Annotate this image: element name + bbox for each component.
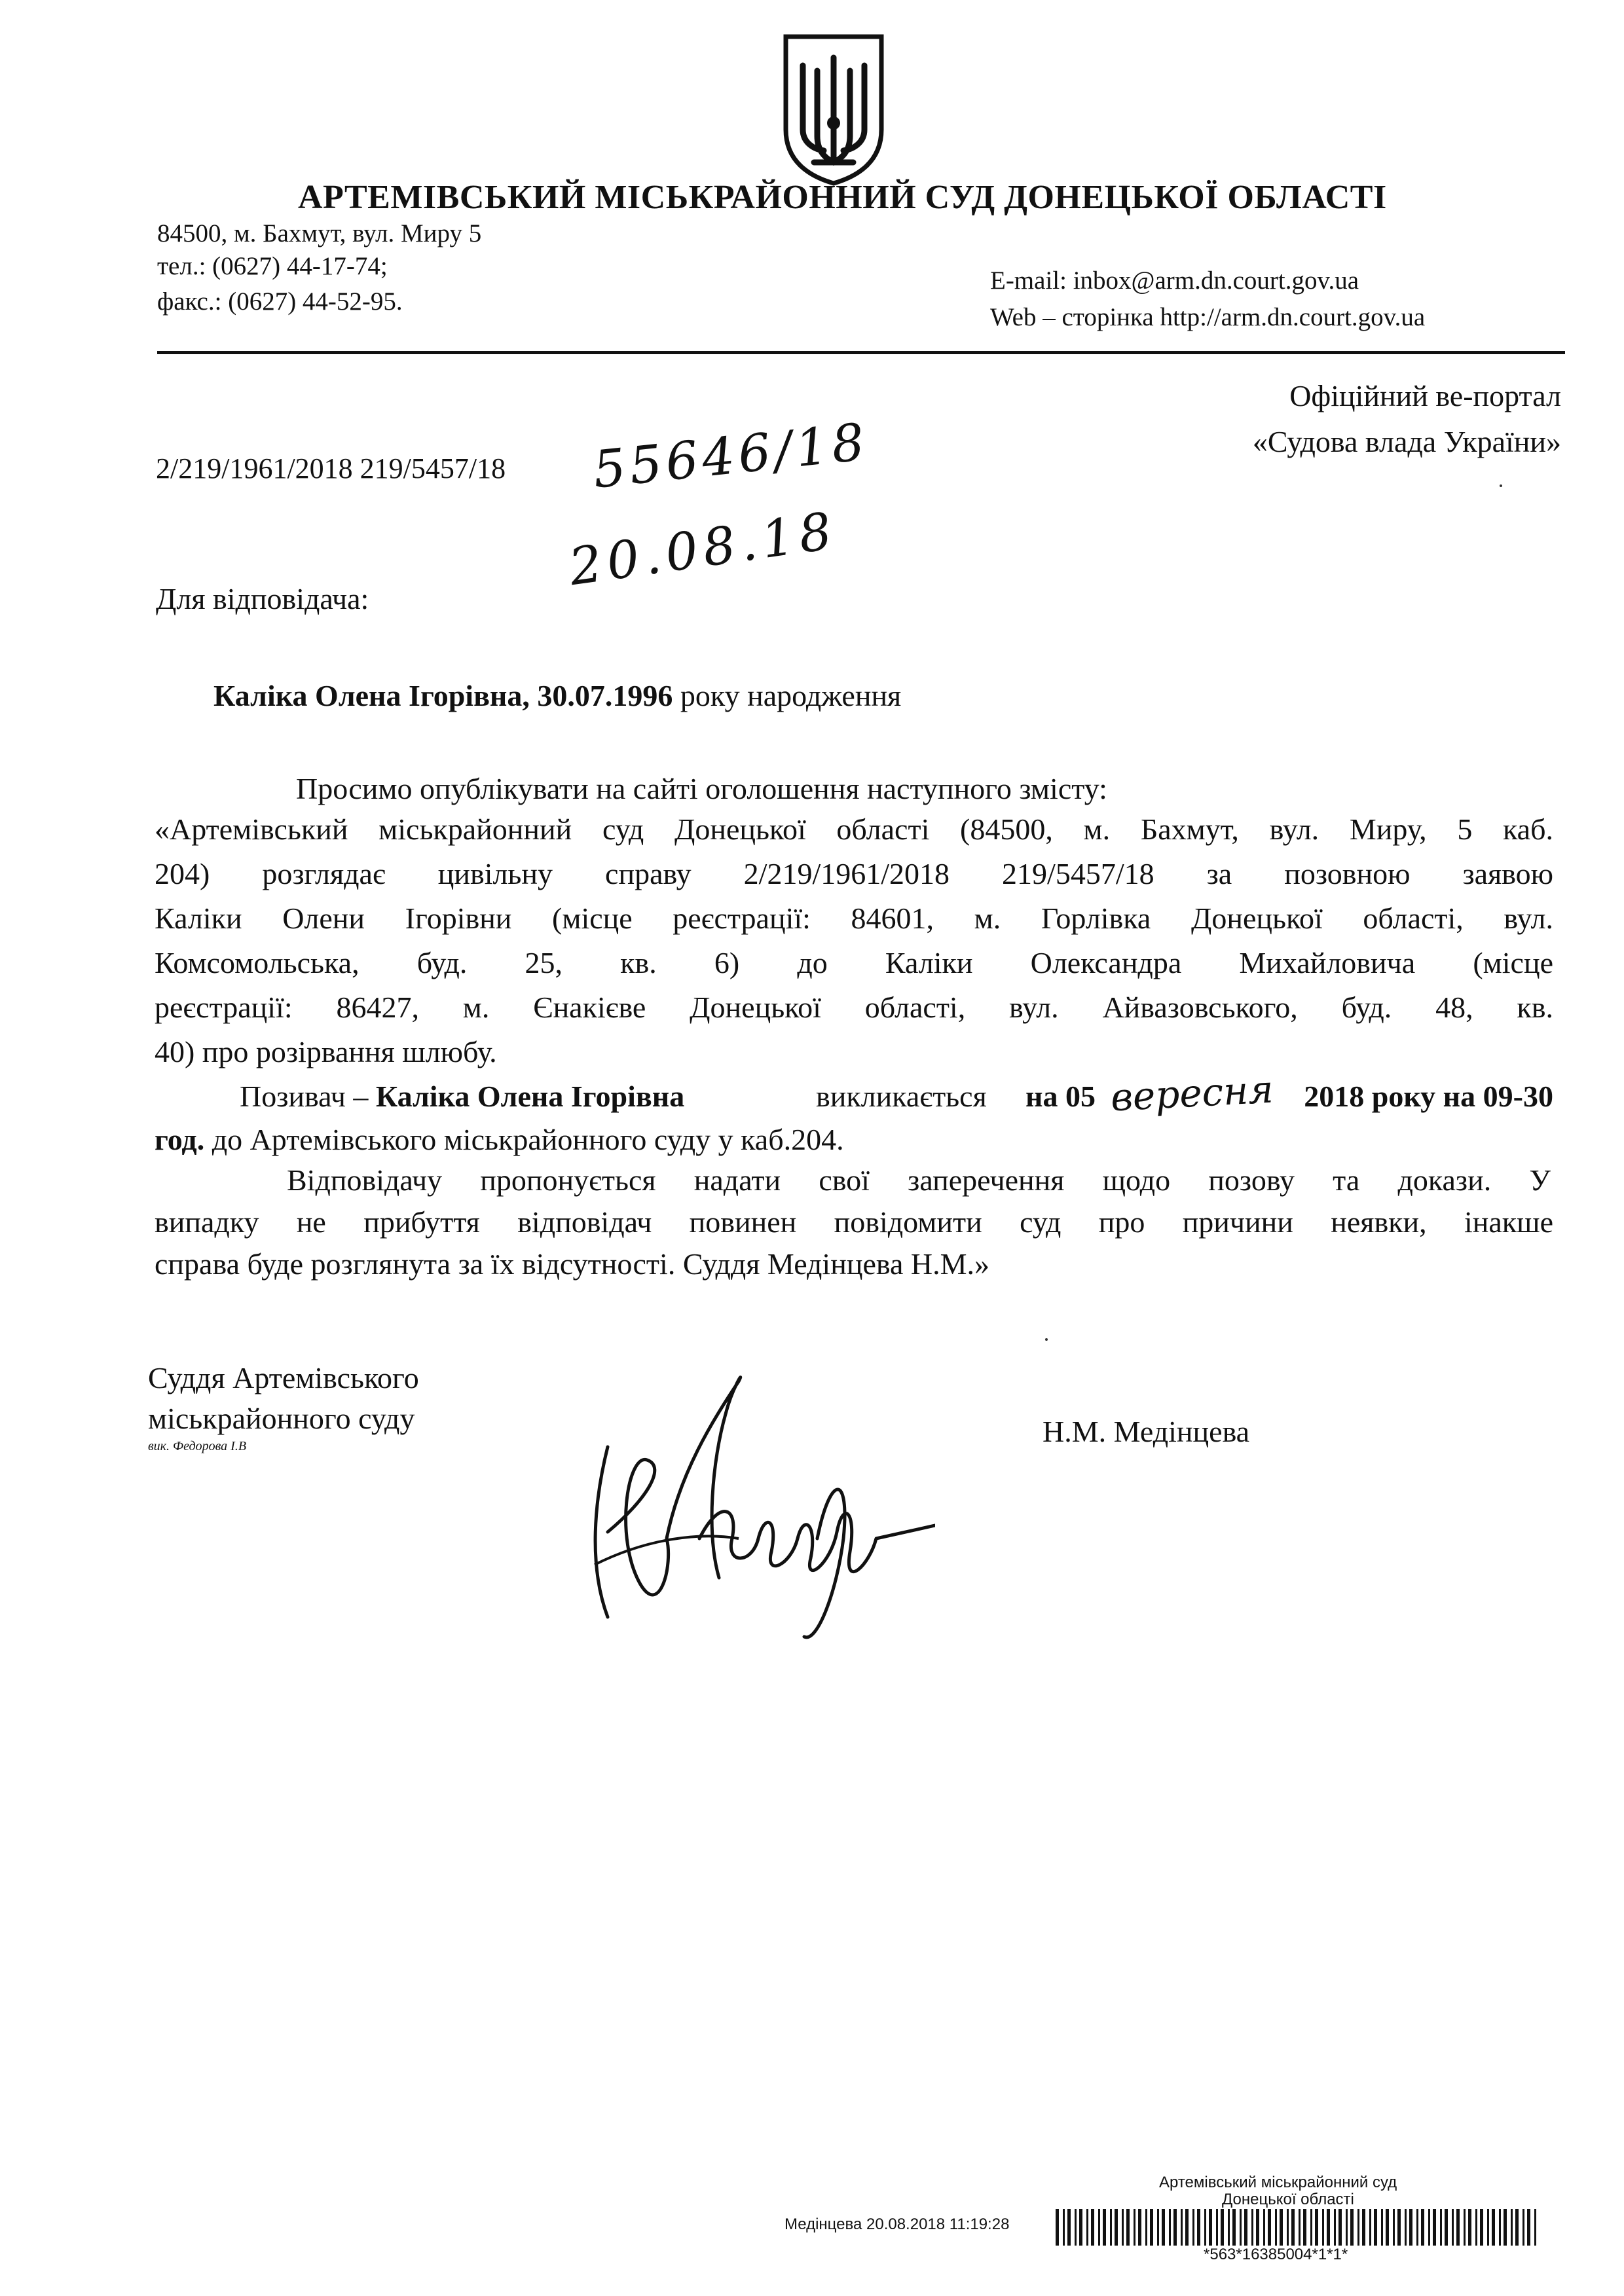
plaintiff-line (240, 1079, 684, 1114)
hearing-day: на 05 (1025, 1080, 1096, 1113)
handwritten-month: вересня (1109, 1066, 1275, 1120)
response-line-3: справа буде розглянута за їх відсутності. Суддя Медінцева Н.М.» (155, 1247, 990, 1281)
scan-speck (1500, 484, 1502, 487)
barcode-image (1056, 2209, 1540, 2246)
defendant-name: Каліка Олена Ігорівна, 30.07.1996 (213, 679, 673, 712)
stamp-court-line-1: Артемівський міськрайонний суд (1159, 2174, 1397, 2191)
notice-line-5: реєстрації: 86427, м. Єнакієве Донецької області, вул. Айвазовського, буд. 48, кв. (155, 991, 1553, 1024)
defendant-suffix: року народження (673, 679, 902, 712)
recipient-line-2: «Судова влада України» (1252, 425, 1561, 458)
summoned-text: викликається (816, 1080, 987, 1113)
request-intro: Просимо опублікувати на сайті оголошення наступного змісту: (296, 772, 1107, 805)
trident-emblem-icon (778, 31, 889, 186)
addressee-label: Для відповідача: (156, 582, 369, 615)
barcode-code: *563*16385004*1*1* (1204, 2246, 1348, 2263)
handwritten-incoming-number: 55646/18 (590, 412, 872, 500)
scan-speck (1045, 1338, 1048, 1341)
plaintiff-name: Каліка Олена Ігорівна (375, 1080, 685, 1113)
signer-title-line-1: Суддя Артемівського (148, 1361, 419, 1394)
court-fax: факс.: (0627) 44-52-95. (157, 287, 403, 316)
judge-name: Н.М. Медінцева (1043, 1415, 1250, 1448)
stamp-signed-info: Медінцева 20.08.2018 11:19:28 (784, 2215, 1010, 2233)
case-reference: 2/219/1961/2018 219/5457/18 (156, 452, 506, 484)
signer-title-line-2: міськрайонного суду (148, 1402, 415, 1435)
court-website: Web – сторінка http://arm.dn.court.gov.ua (990, 303, 1426, 331)
response-line-1: Відповідачу пропонується надати свої заперечення щодо позову та докази. У (287, 1163, 1551, 1197)
court-email: E-mail: inbox@arm.dn.court.gov.ua (990, 266, 1359, 295)
defendant-line (213, 678, 901, 713)
notice-line-3: Каліки Олени Ігорівни (місце реєстрації: 84601, м. Горлівка Донецької області, вул. (155, 902, 1553, 935)
court-phone: тел.: (0627) 44-17-74; (157, 252, 388, 280)
response-line-2: випадку не прибуття відповідач повинен повідомити суд про причини неявки, інакше (155, 1205, 1553, 1239)
header-divider (157, 351, 1565, 354)
court-name-heading: АРТЕМІВСЬКИЙ МІСЬКРАЙОННИЙ СУД ДОНЕЦЬКОЇ ОБЛАСТІ (298, 179, 1387, 216)
recipient-line-1: Офіційний ве-портал (1289, 379, 1561, 412)
stamp-court-line-2: Донецької області (1222, 2191, 1354, 2208)
hearing-year-time: 2018 року на 09-30 (1304, 1080, 1553, 1113)
hour-label: год. (155, 1123, 205, 1156)
notice-line-2: 204) розглядає цивільну справу 2/219/1961/2018 219/5457/18 за позовною заявою (155, 857, 1553, 890)
hearing-place-line (155, 1122, 844, 1157)
notice-line-6: 40) про розірвання шлюбу. (155, 1035, 497, 1068)
hearing-place: до Артемівського міськрайонного суду у каб.204. (204, 1123, 844, 1156)
handwritten-incoming-date: 20.08.18 (565, 501, 841, 598)
court-address: 84500, м. Бахмут, вул. Миру 5 (157, 219, 482, 247)
plaintiff-label: Позивач – (240, 1080, 376, 1113)
notice-line-1: «Артемівський міськрайонний суд Донецької області (84500, м. Бахмут, вул. Миру, 5 каб. (155, 812, 1553, 846)
notice-line-4: Комсомольська, буд. 25, кв. 6) до Каліки Олександра Михайловича (місце (155, 946, 1553, 979)
handwritten-signature-image (568, 1368, 935, 1643)
executor-note: вик. Федорова І.В (148, 1439, 247, 1453)
